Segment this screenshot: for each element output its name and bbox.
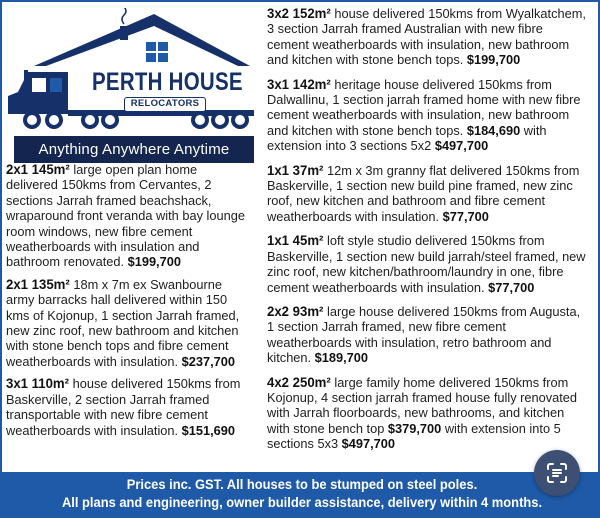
listing-config: 3x2 152m² [267,6,331,21]
listing [267,77,587,154]
listing-description: loft style studio delivered 150kms from Baskerville, 1 section new build jarrah/steel framed, new zinc roof, new kitchen/bathroom/laundry in one, fibre cement weatherboards with insulation. [267,233,586,295]
listings-right [267,6,597,461]
brand-subtitle: RELOCATORS [124,97,206,112]
listing-description: large family home delivered 150kms from Kojonup, 4 section jarrah framed house fully renovated with Jarrah floorboards, new bathrooms, and kitchen with stone bench top [267,374,578,436]
listing-config: 2x2 93m² [267,303,324,319]
listing [6,376,247,438]
listing-config: 1x1 37m² [267,162,324,178]
listing [6,162,247,270]
listing-price: $379,700 [387,420,442,436]
listing [267,163,587,225]
listing-price: $77,700 [442,208,489,224]
listing-config: 2x1 135m² [6,276,70,292]
scan-text-button[interactable] [534,450,580,496]
footer-line-1: Prices inc. GST. All houses to be stumped on steel poles. [126,477,478,492]
listing-config: 4x2 250m² [267,374,331,390]
brand-logo [6,8,256,160]
listing-extension: with extension into 5 sections 5x3 [267,420,561,452]
listing [267,233,587,295]
listing-price: $151,690 [181,422,236,438]
listing-description: large house delivered 150kms from Augusta, 1 section Jarrah framed, new fibre cement weatherboards with insulation, retro bathroom and kitchen. [267,303,581,366]
listing [267,375,587,452]
listing-extension: with extension into 3 sections 5x2 [267,122,547,154]
listing [267,304,587,366]
listing-description: heritage house delivered 150kms from Dalwallinu, 1 section jarrah framed home with new fibre cement weatherboards with insulation, new bathroom and kitchen with stone bench tops. [267,76,581,138]
listing-description: 12m x 3m granny flat delivered 150kms from Baskerville, 1 section new build pine framed, new zinc roof, new kitchen and bathroom and fibre cement weatherboards with insulation. [267,162,580,224]
listing-config: 1x1 45m² [267,233,324,249]
listing-description: large open plan home delivered 150kms from Cervantes, 2 sections Jarrah framed beachshack, wraparound front veranda with bay lounge room windows, new fibre cement weatherboards with insulation and bathroom renovated. [6,162,245,270]
listing-config: 3x1 110m² [6,376,70,392]
listing [267,6,587,68]
listing-price: $189,700 [314,350,369,366]
scan-text-icon [545,461,569,485]
listing-price: $199,700 [127,254,181,270]
listing-extension-price: $497,700 [341,436,396,452]
listing-description: 18m x 7m ex Swanbourne army barracks hall delivered within 150 kms of Kojonup, 1 section Jarrah framed, new zinc roof, new bathroom and kitchen with stone bench tops and fibre cement weatherboards with insulation. [6,276,240,369]
listing-config: 2x1 145m² [6,162,70,177]
footer-bar [2,472,600,516]
footer-line-2: All plans and engineering, owner builder assistance, delivery within 4 months. [61,495,543,510]
listing-extension-price: $497,700 [434,138,489,154]
listings-left [6,162,254,445]
listing [6,277,247,369]
listing-description: house delivered 150kms from Baskerville, 2 section Jarrah framed transportable with new fibre cement weatherboards with insulation. [6,376,241,438]
listing-description: house delivered 150kms from Wyalkatchem, 3 section Jarrah framed Australian with new fibre cement weatherboards with insulation, new bathroom and kitchen with stone bench tops. [267,6,586,68]
listing-price: $199,700 [466,52,521,68]
tagline: Anything Anywhere Anytime [14,136,254,163]
listing-price: $77,700 [488,279,535,295]
listing-price: $237,700 [181,353,236,369]
listing-config: 3x1 142m² [267,76,331,92]
brand-name: PERTH HOUSE [92,68,243,96]
listing-price: $184,690 [466,122,521,138]
